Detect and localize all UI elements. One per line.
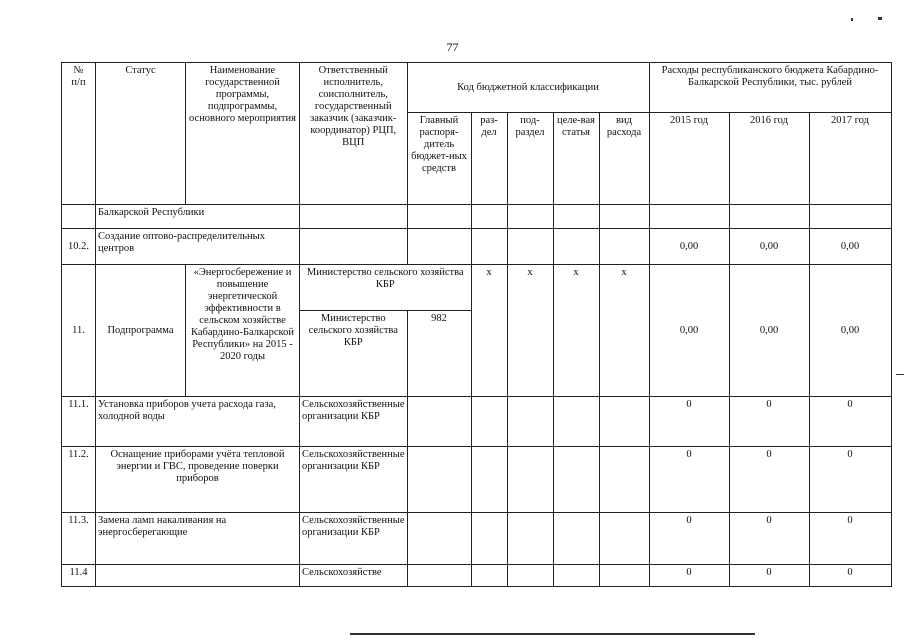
row-responsible: Министерство сельского хозяйства КБР <box>300 265 472 311</box>
row-responsible: Министерство сельского хозяйства КБР <box>300 311 408 397</box>
header-row <box>62 63 892 113</box>
col-header-2016: 2016 год <box>729 113 809 205</box>
row-name <box>96 565 300 587</box>
col-header-num: № п/п <box>62 63 96 205</box>
razdel-value: х <box>471 265 507 397</box>
row-number: 10.2. <box>62 229 96 265</box>
value-2017: 0 <box>809 565 891 587</box>
value-2016: 0,00 <box>729 229 809 265</box>
target-value: х <box>553 265 599 397</box>
row-number: 11.1. <box>62 397 96 447</box>
table-row <box>62 229 892 265</box>
value-2015: 0 <box>649 447 729 513</box>
table-cell <box>507 397 553 447</box>
value-2016: 0 <box>729 513 809 565</box>
row-status: Подпрограмма <box>96 265 186 397</box>
row-responsible: Сельскохозяйственные организации КБР <box>300 447 408 513</box>
table-cell <box>553 447 599 513</box>
table-cell <box>507 565 553 587</box>
col-header-type: вид расхода <box>599 113 649 205</box>
col-header-expenses: Расходы республиканского бюджета Кабардино-Балкарской Республики, тыс. рублей <box>649 63 891 113</box>
scan-mark <box>896 374 904 375</box>
table-cell <box>300 205 408 229</box>
table-cell <box>407 447 471 513</box>
table-cell <box>599 565 649 587</box>
col-header-2015: 2015 год <box>649 113 729 205</box>
table-cell <box>62 205 96 229</box>
table-row <box>62 447 892 513</box>
budget-table <box>61 62 892 587</box>
value-2017: 0,00 <box>809 229 891 265</box>
row-number: 11.4 <box>62 565 96 587</box>
value-2015: 0 <box>649 397 729 447</box>
row-name: Замена ламп накаливания на энергосберегающие <box>96 513 300 565</box>
row-name: «Энергосбережение и повышение энергетической эффективности в сельском хозяйстве Кабардино-Балкарской Республики» на 2015 - 2020 годы <box>186 265 300 397</box>
table-cell <box>599 447 649 513</box>
table-cell <box>553 205 599 229</box>
col-header-2017: 2017 год <box>809 113 891 205</box>
col-header-podrazdel: под-раздел <box>507 113 553 205</box>
value-2017: 0 <box>809 397 891 447</box>
table-cell <box>599 397 649 447</box>
col-header-razdel: раз-дел <box>471 113 507 205</box>
col-header-grbs: Главный распоря-дитель бюджет-ных средств <box>407 113 471 205</box>
value-2016: 0 <box>729 447 809 513</box>
table-cell <box>649 205 729 229</box>
table-cell <box>599 513 649 565</box>
table-cell <box>407 513 471 565</box>
value-2016: 0,00 <box>729 265 809 397</box>
cont-text: Балкарской Республики <box>96 205 300 229</box>
table-cell <box>407 397 471 447</box>
value-2015: 0,00 <box>649 265 729 397</box>
row-responsible: Сельскохозяйственные организации КБР <box>300 513 408 565</box>
table-cell <box>471 205 507 229</box>
row-name: Установка приборов учета расхода газа, холодной воды <box>96 397 300 447</box>
col-header-target: целе-вая статья <box>553 113 599 205</box>
table-row <box>62 205 892 229</box>
row-number: 11.2. <box>62 447 96 513</box>
row-responsible: Сельскохозяйственные организации КБР <box>300 397 408 447</box>
value-2015: 0 <box>649 565 729 587</box>
value-2015: 0,00 <box>649 229 729 265</box>
table-cell <box>471 229 507 265</box>
table-cell <box>507 513 553 565</box>
col-header-status: Статус <box>96 63 186 205</box>
table-cell <box>507 447 553 513</box>
row-name: Создание оптово-распределительных центров <box>96 229 300 265</box>
row-name: Оснащение приборами учёта тепловой энергии и ГВС, проведение поверки приборов <box>96 447 300 513</box>
row-number: 11. <box>62 265 96 397</box>
table-cell <box>553 397 599 447</box>
col-header-budget-code: Код бюджетной классификации <box>407 63 649 113</box>
table-cell <box>471 565 507 587</box>
col-header-name: Наименование государственной программы, подпрограммы, основного мероприятия <box>186 63 300 205</box>
table-cell <box>471 447 507 513</box>
value-2017: 0,00 <box>809 265 891 397</box>
table-cell <box>553 513 599 565</box>
table-cell <box>407 229 471 265</box>
table-cell <box>471 397 507 447</box>
scan-mark <box>851 18 853 21</box>
page-number: 77 <box>446 40 459 54</box>
table-cell <box>599 205 649 229</box>
table-cell <box>471 513 507 565</box>
row-responsible: Сельскохозяйстве <box>300 565 408 587</box>
table-row <box>62 565 892 587</box>
table-cell <box>599 229 649 265</box>
col-header-responsible: Ответственный исполнитель, соисполнитель, государственный заказчик (заказчик-координатор) РЦП, ВЦП <box>300 63 408 205</box>
table-cell <box>407 565 471 587</box>
value-2015: 0 <box>649 513 729 565</box>
grbs-value: 982 <box>407 311 471 397</box>
table-cell <box>407 205 471 229</box>
table-row <box>62 513 892 565</box>
table-cell <box>507 205 553 229</box>
table-row <box>62 397 892 447</box>
table-row <box>62 265 892 311</box>
value-2016: 0 <box>729 397 809 447</box>
table-cell <box>300 229 408 265</box>
podrazdel-value: х <box>507 265 553 397</box>
value-2017: 0 <box>809 513 891 565</box>
table-cell <box>553 229 599 265</box>
type-value: х <box>599 265 649 397</box>
table-cell <box>729 205 809 229</box>
table-cell <box>809 205 891 229</box>
table-cell <box>553 565 599 587</box>
value-2017: 0 <box>809 447 891 513</box>
scan-mark <box>350 633 755 635</box>
scan-mark <box>878 17 882 20</box>
row-number: 11.3. <box>62 513 96 565</box>
value-2016: 0 <box>729 565 809 587</box>
table-cell <box>507 229 553 265</box>
